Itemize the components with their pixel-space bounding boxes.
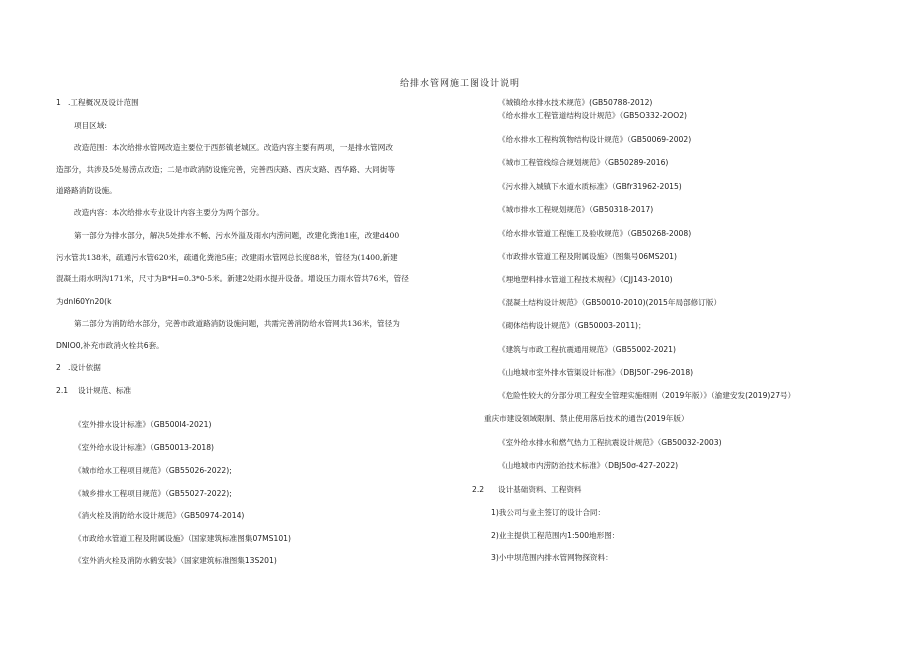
left-standard: 《消火栓及消防给水设计规范》（GB50974-2014) [74, 511, 245, 520]
section-2-1-title: 设计规范、标准 [78, 386, 132, 395]
right-standard: 重庆市建设领域限制、禁止使用落后技术的通告(2019年版） [484, 414, 689, 423]
right-standard: 《砌体结构设计规范》（GB50003-2011)； [498, 321, 646, 330]
right-standard: 《给水排水管道工程施工及验收规范》（GB50268-2008) [498, 229, 692, 238]
section-2-2-title: 设计基础资料、工程资料 [498, 485, 582, 494]
right-standard: 《室外给水排水和燃气热力工程抗震设计规范》（GB50032-2003) [498, 438, 722, 447]
project-area-label: 项目区域: [74, 121, 107, 130]
section-2-2-number: 2.2 [472, 485, 485, 494]
right-standard: 《埋地塑料排水管道工程技术规程》（CJJ143-2010) [498, 275, 673, 284]
basis-item: 2)业主提供工程范围内1:500地形图： [491, 531, 620, 540]
part2-line-1: 第二部分为消防给水部分，完善市政道路消防设施问题，共需完善消防给水管网共136米，管径为 [74, 319, 400, 328]
part2-line-2: DNIO0,补充市政消火栓共6套。 [56, 341, 164, 350]
right-standard: 《山地城市内涝防治技术标准》（DBJ50σ-427-2022) [498, 461, 679, 470]
scope-line-1: 改造范围：本次给排水管网改造主要位于西彭镇老城区。改造内容主要有两项，一是排水管网改 [74, 143, 393, 152]
right-standard: 《城镇给水排水技术规范》(GB50788-2012) [498, 98, 653, 107]
right-standard: 《市政排水管道工程及附属设施》（图集号06MS201) [498, 252, 677, 261]
left-standard: 《室外排水设计标准》（GB500I4-2021) [74, 420, 212, 429]
right-standard: 《山地城市室外排水管渠设计标准》（DBJ50Г-296-2018) [498, 368, 694, 377]
right-standard: 《危险性较大的分部分项工程安全管理实施细则（2019年版）》（渝建安发(2019)27号） [498, 391, 796, 400]
section-1-number: 1 [56, 98, 61, 107]
part1-line-1: 第一部分为排水部分，解决5处排水不畅、污水外溢及雨水内涝问题，改建化粪池1座，改建d400 [74, 231, 400, 240]
left-standard: 《市政给水管道工程及附属设施》（国家建筑标准图集07MS101) [74, 534, 291, 543]
section-1-title: .工程概况及设计范围 [68, 98, 139, 107]
left-standard: 《室外消火栓及消防水鹤安装》（国家建筑标准图集13S201) [74, 556, 277, 565]
basis-item: 3)小中坝范围内排水管网物探资料： [491, 553, 613, 562]
right-standard: 《给水排水工程管道结构设计规范》（GB5O332-2OO2) [498, 111, 688, 120]
section-2-number: 2 [56, 363, 61, 372]
right-standard: 《污水排入城镇下水道水质标准》（GBfr31962-2015) [498, 182, 682, 191]
left-standard: 《室外给水设计标准》（GB50013-2018) [74, 443, 215, 452]
right-standard: 《城市排水工程规划规范》（GB50318-2017) [498, 205, 654, 214]
part1-line-3: 混凝土雨水明沟171米，尺寸为B*H=0.3*0-5米。新建2处雨水提升设备。增设压力雨水管共76米，管径 [56, 274, 409, 283]
content-line: 改造内容：本次给排水专业设计内容主要分为两个部分。 [74, 208, 264, 217]
section-2-title: .设计依据 [68, 363, 101, 372]
basis-item: 1)我公司与业主签订的设计合同： [491, 508, 606, 517]
section-2-1-number: 2.1 [56, 386, 69, 395]
scope-line-2: 造部分，共涉及5处易涝点改造；二是市政消防设施完善，完善西庆路、西庆支路、西华路、大同街等 [56, 165, 395, 174]
right-standard: 《给水排水工程构筑物结构设计规范》（GB50069-2002) [498, 135, 692, 144]
right-standard: 《建筑与市政工程抗震通用规范》（GB55002-2021) [498, 345, 676, 354]
right-standard: 《混凝土结构设计规范》（GB50010-2010)(2015年局部修订版） [498, 298, 722, 307]
part1-line-2: 污水管共138米，疏通污水管620米，疏通化粪池5座；改建雨水管网总长度88米，管径为(1400,新建 [56, 253, 398, 262]
right-standard: 《城市工程管线综合规划规范》（GB50289-2016) [498, 158, 669, 167]
part1-line-4: 为dnl60Yn20(k [56, 297, 112, 306]
document-title: 给排水管网施工图设计说明 [399, 79, 520, 89]
left-standard: 《城市给水工程项目规范》（GB55026-2022); [74, 466, 232, 475]
left-standard: 《城乡排水工程项目规范》（GB55027-2022); [74, 489, 232, 498]
right-column [470, 0, 920, 651]
scope-line-3: 道路路消防设施。 [56, 186, 117, 195]
